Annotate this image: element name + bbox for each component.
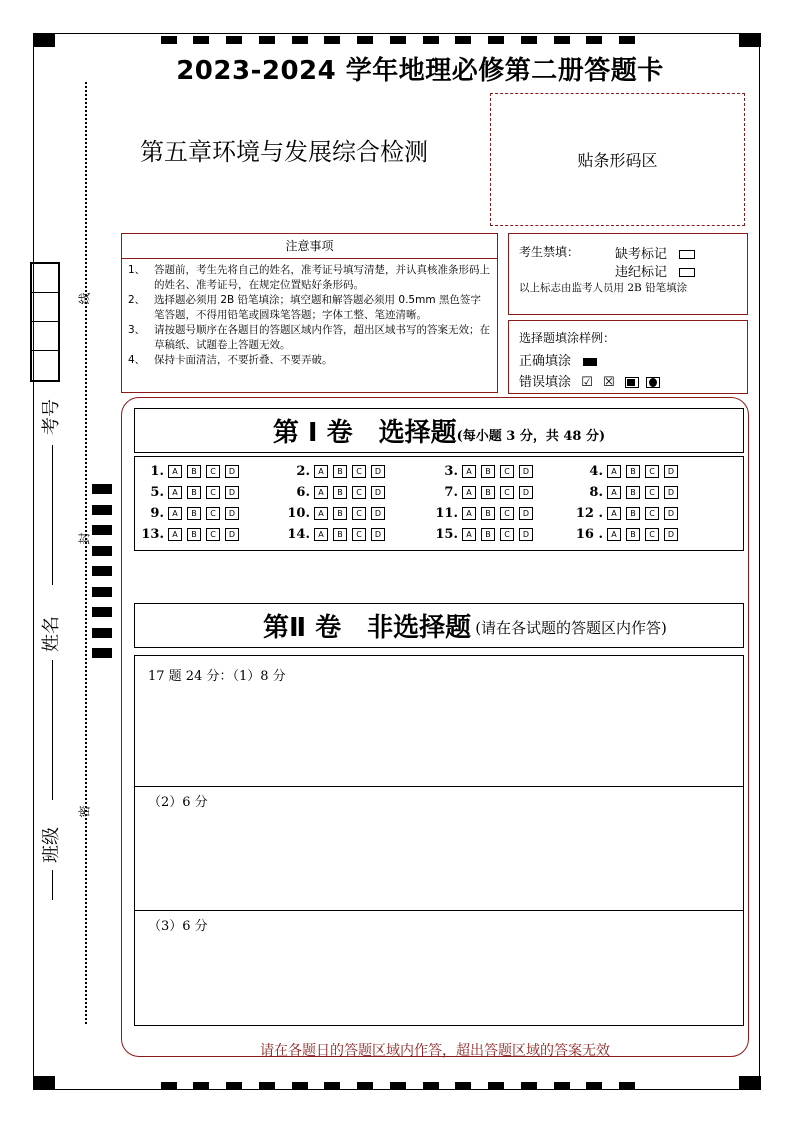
option-bubble-a[interactable]: A (168, 465, 182, 478)
option-bubble-d[interactable]: D (519, 465, 533, 478)
exam-number-label: 考号 (41, 399, 62, 435)
timing-mark (586, 1082, 602, 1090)
option-bubble-c[interactable]: C (645, 528, 659, 541)
mc-question (134, 464, 244, 479)
option-bubble-a[interactable]: A (607, 465, 621, 478)
section1-note: (每小题 3 分，共 48 分) (456, 429, 606, 444)
option-bubble-c[interactable]: C (206, 486, 220, 499)
option-bubble-b[interactable]: B (626, 507, 640, 520)
timing-mark (423, 1082, 439, 1090)
option-bubble-b[interactable]: B (333, 465, 347, 478)
option-bubble-c[interactable]: C (500, 528, 514, 541)
notice-item: 4、 保持卡面清洁，不要折叠、不要弄破。 (128, 354, 333, 366)
exam-number-cell[interactable] (32, 322, 58, 351)
question-number: 6. (296, 485, 310, 500)
mc-question (134, 506, 244, 521)
option-bubble-b[interactable]: B (187, 528, 201, 541)
secret-mark: 密 (77, 805, 92, 818)
timing-mark (92, 546, 112, 556)
question-number: 13. (141, 527, 164, 542)
option-bubble-b[interactable]: B (187, 486, 201, 499)
option-bubble-b[interactable]: B (626, 465, 640, 478)
question-number: 1. (150, 464, 164, 479)
timing-mark (193, 36, 209, 44)
option-bubble-b[interactable]: B (481, 486, 495, 499)
mc-question (573, 506, 683, 521)
timing-mark (92, 484, 112, 494)
class-label: 班级 (41, 827, 62, 863)
timing-mark (92, 505, 112, 515)
timing-mark (92, 607, 112, 617)
question-number: 2. (296, 464, 310, 479)
timing-mark (292, 36, 308, 44)
question-number: 16 . (575, 527, 603, 542)
fill-sample-box (508, 320, 748, 394)
page-title: 2023-2024 学年地理必修第二册答题卡 (176, 56, 664, 86)
option-bubble-b[interactable]: B (626, 486, 640, 499)
section1-title: 第 I 卷 选择题 (272, 418, 457, 448)
timing-mark (324, 36, 340, 44)
timing-mark (455, 1082, 471, 1090)
timing-mark (226, 1082, 242, 1090)
mc-question (428, 464, 538, 479)
timing-mark (324, 1082, 340, 1090)
exam-number-cell[interactable] (32, 351, 58, 380)
violation-checkbox[interactable] (679, 268, 695, 277)
timing-mark (259, 1082, 275, 1090)
notice-title: 注意事项 (122, 234, 497, 259)
corner-mark (739, 33, 761, 47)
line-mark: 线 (77, 292, 92, 305)
mc-question (428, 506, 538, 521)
timing-mark (586, 36, 602, 44)
answer-divider (135, 786, 743, 787)
option-bubble-a[interactable]: A (462, 465, 476, 478)
option-bubble-d[interactable]: D (664, 486, 678, 499)
forbid-box (508, 233, 748, 315)
notice-item: 2、 选择题必须用 2B 铅笔填涂；填空题和解答题必须用 0.5mm 黑色签字笔答题，不得用铅笔或圆珠笔答题；字体工整、笔迹清晰。 (128, 294, 481, 321)
absent-checkbox[interactable] (679, 250, 695, 259)
mc-question (428, 485, 538, 500)
timing-mark (92, 566, 112, 576)
timing-mark (488, 36, 504, 44)
timing-mark (521, 1082, 537, 1090)
timing-mark (226, 36, 242, 44)
forbid-note: 以上标志由监考人员用 2B 铅笔填涂 (519, 282, 688, 294)
answer-divider (135, 910, 743, 911)
question-number: 14. (287, 527, 310, 542)
option-bubble-d[interactable]: D (519, 528, 533, 541)
name-label: 姓名 (41, 616, 62, 652)
corner-mark (33, 1076, 55, 1090)
question-number: 8. (589, 485, 603, 500)
sample-correct-row: 正确填涂 (519, 350, 597, 369)
question-number: 4. (589, 464, 603, 479)
page-subtitle: 第五章环境与发展综合检测 (140, 138, 428, 166)
timing-mark (92, 628, 112, 638)
option-bubble-c[interactable]: C (500, 465, 514, 478)
timing-mark (357, 1082, 373, 1090)
option-bubble-d[interactable]: D (664, 465, 678, 478)
mc-question (280, 506, 390, 521)
section1-header (134, 408, 744, 453)
mc-question (134, 527, 244, 542)
question-number: 11. (435, 506, 458, 521)
exam-number-cell[interactable] (32, 264, 58, 293)
mc-question (280, 485, 390, 500)
section2-title: 第Ⅱ 卷 非选择题 (263, 613, 472, 643)
forbid-label: 考生禁填： (519, 245, 580, 259)
question-number: 12 . (575, 506, 603, 521)
essay-answer-box[interactable] (134, 655, 744, 1026)
option-bubble-b[interactable]: B (481, 465, 495, 478)
footer-warning: 请在各题日的答题区域内作答，超出答题区域的答案无效 (260, 1043, 610, 1059)
corner-mark (739, 1076, 761, 1090)
name-blank[interactable] (52, 445, 53, 585)
option-bubble-b[interactable]: B (187, 465, 201, 478)
option-bubble-c[interactable]: C (645, 465, 659, 478)
barcode-label: 贴条形码区 (577, 151, 658, 170)
timing-mark (390, 1082, 406, 1090)
mc-question (280, 464, 390, 479)
option-bubble-c[interactable]: C (500, 486, 514, 499)
option-bubble-a[interactable]: A (462, 528, 476, 541)
exam-number-cell[interactable] (32, 293, 58, 322)
option-bubble-c[interactable]: C (645, 486, 659, 499)
option-bubble-b[interactable]: B (187, 507, 201, 520)
question-number: 10. (287, 506, 310, 521)
option-bubble-c[interactable]: C (206, 465, 220, 478)
option-bubble-c[interactable]: C (352, 465, 366, 478)
option-bubble-b[interactable]: B (333, 486, 347, 499)
option-bubble-c[interactable]: C (352, 507, 366, 520)
timing-mark (619, 36, 635, 44)
class-blank[interactable] (52, 660, 53, 800)
option-bubble-c[interactable]: C (352, 486, 366, 499)
option-bubble-a[interactable]: A (314, 528, 328, 541)
option-bubble-c[interactable]: C (206, 507, 220, 520)
timing-mark (423, 36, 439, 44)
violation-mark-row: 违纪标记 (615, 261, 695, 280)
sample-title: 选择题填涂样例： (519, 331, 616, 345)
option-bubble-a[interactable]: A (314, 507, 328, 520)
timing-mark (92, 587, 112, 597)
notice-item: 1、 答题前，考生先将自己的姓名，准考证号填写清楚，并认真核准条形码上的姓名、准考证号，在规定位置贴好条形码。 (128, 264, 490, 291)
timing-mark (554, 1082, 570, 1090)
circle-fill-sample-icon (646, 377, 660, 388)
seal-mark: 封 (77, 532, 92, 545)
timing-mark (193, 1082, 209, 1090)
option-bubble-a[interactable]: A (314, 486, 328, 499)
timing-mark (488, 1082, 504, 1090)
option-bubble-c[interactable]: C (645, 507, 659, 520)
notice-item: 3、 请按题号顺序在各题目的答题区域内作答，超出区域书写的答案无效；在草稿纸、试题卷上答题无效。 (128, 324, 490, 351)
timing-mark (92, 648, 112, 658)
option-bubble-a[interactable]: A (607, 486, 621, 499)
absent-mark-row: 缺考标记 (615, 243, 695, 262)
timing-mark (455, 36, 471, 44)
option-bubble-d[interactable]: D (371, 465, 385, 478)
option-bubble-d[interactable]: D (519, 507, 533, 520)
mc-question (428, 527, 538, 542)
exam-number-grid[interactable] (30, 262, 60, 382)
option-bubble-d[interactable]: D (225, 528, 239, 541)
section2-note: (请在各试题的答题区内作答) (475, 619, 667, 637)
sample-wrong-row: 错误填涂 ☑ ☒ (519, 371, 660, 390)
notice-body (122, 259, 497, 368)
q17-part2-label: （2）6 分 (148, 795, 208, 810)
option-bubble-b[interactable]: B (481, 528, 495, 541)
mc-question (573, 527, 683, 542)
option-bubble-c[interactable]: C (206, 528, 220, 541)
option-bubble-b[interactable]: B (333, 528, 347, 541)
timing-mark (259, 36, 275, 44)
barcode-area (490, 93, 745, 226)
timing-mark (161, 36, 177, 44)
mc-question (280, 527, 390, 542)
question-number: 9. (150, 506, 164, 521)
option-bubble-a[interactable]: A (607, 507, 621, 520)
option-bubble-d[interactable]: D (519, 486, 533, 499)
timing-mark (292, 1082, 308, 1090)
option-bubble-d[interactable]: D (225, 507, 239, 520)
option-bubble-a[interactable]: A (607, 528, 621, 541)
timing-mark (521, 36, 537, 44)
option-bubble-a[interactable]: A (314, 465, 328, 478)
option-bubble-d[interactable]: D (371, 528, 385, 541)
filled-sample-icon (583, 358, 597, 366)
option-bubble-a[interactable]: A (462, 507, 476, 520)
cross-sample-icon: ☒ (602, 375, 615, 390)
timing-mark (554, 36, 570, 44)
timing-mark (92, 525, 112, 535)
mc-question (573, 485, 683, 500)
notice-box (121, 233, 498, 393)
option-bubble-b[interactable]: B (333, 507, 347, 520)
option-bubble-d[interactable]: D (225, 486, 239, 499)
option-bubble-a[interactable]: A (462, 486, 476, 499)
timing-mark (390, 36, 406, 44)
timing-mark (357, 36, 373, 44)
timing-mark (619, 1082, 635, 1090)
mc-question (134, 485, 244, 500)
check-sample-icon: ☑ (581, 375, 593, 390)
partial-fill-sample-icon (625, 377, 639, 388)
mc-question (573, 464, 683, 479)
question-number: 15. (435, 527, 458, 542)
option-bubble-a[interactable]: A (168, 528, 182, 541)
q17-label: 17 题 24 分：（1）8 分 (148, 669, 286, 684)
section2-header (134, 603, 744, 648)
option-bubble-a[interactable]: A (168, 507, 182, 520)
question-number: 7. (444, 485, 458, 500)
option-bubble-d[interactable]: D (225, 465, 239, 478)
option-bubble-b[interactable]: B (481, 507, 495, 520)
option-bubble-b[interactable]: B (626, 528, 640, 541)
timing-mark (161, 1082, 177, 1090)
option-bubble-d[interactable]: D (371, 486, 385, 499)
option-bubble-c[interactable]: C (500, 507, 514, 520)
question-number: 5. (150, 485, 164, 500)
option-bubble-a[interactable]: A (168, 486, 182, 499)
class-blank-end[interactable] (52, 870, 53, 900)
binding-dotted-line (85, 82, 87, 1024)
question-number: 3. (444, 464, 458, 479)
option-bubble-d[interactable]: D (664, 528, 678, 541)
option-bubble-d[interactable]: D (664, 507, 678, 520)
option-bubble-c[interactable]: C (352, 528, 366, 541)
q17-part3-label: （3）6 分 (148, 919, 208, 934)
corner-mark (33, 33, 55, 47)
option-bubble-d[interactable]: D (371, 507, 385, 520)
